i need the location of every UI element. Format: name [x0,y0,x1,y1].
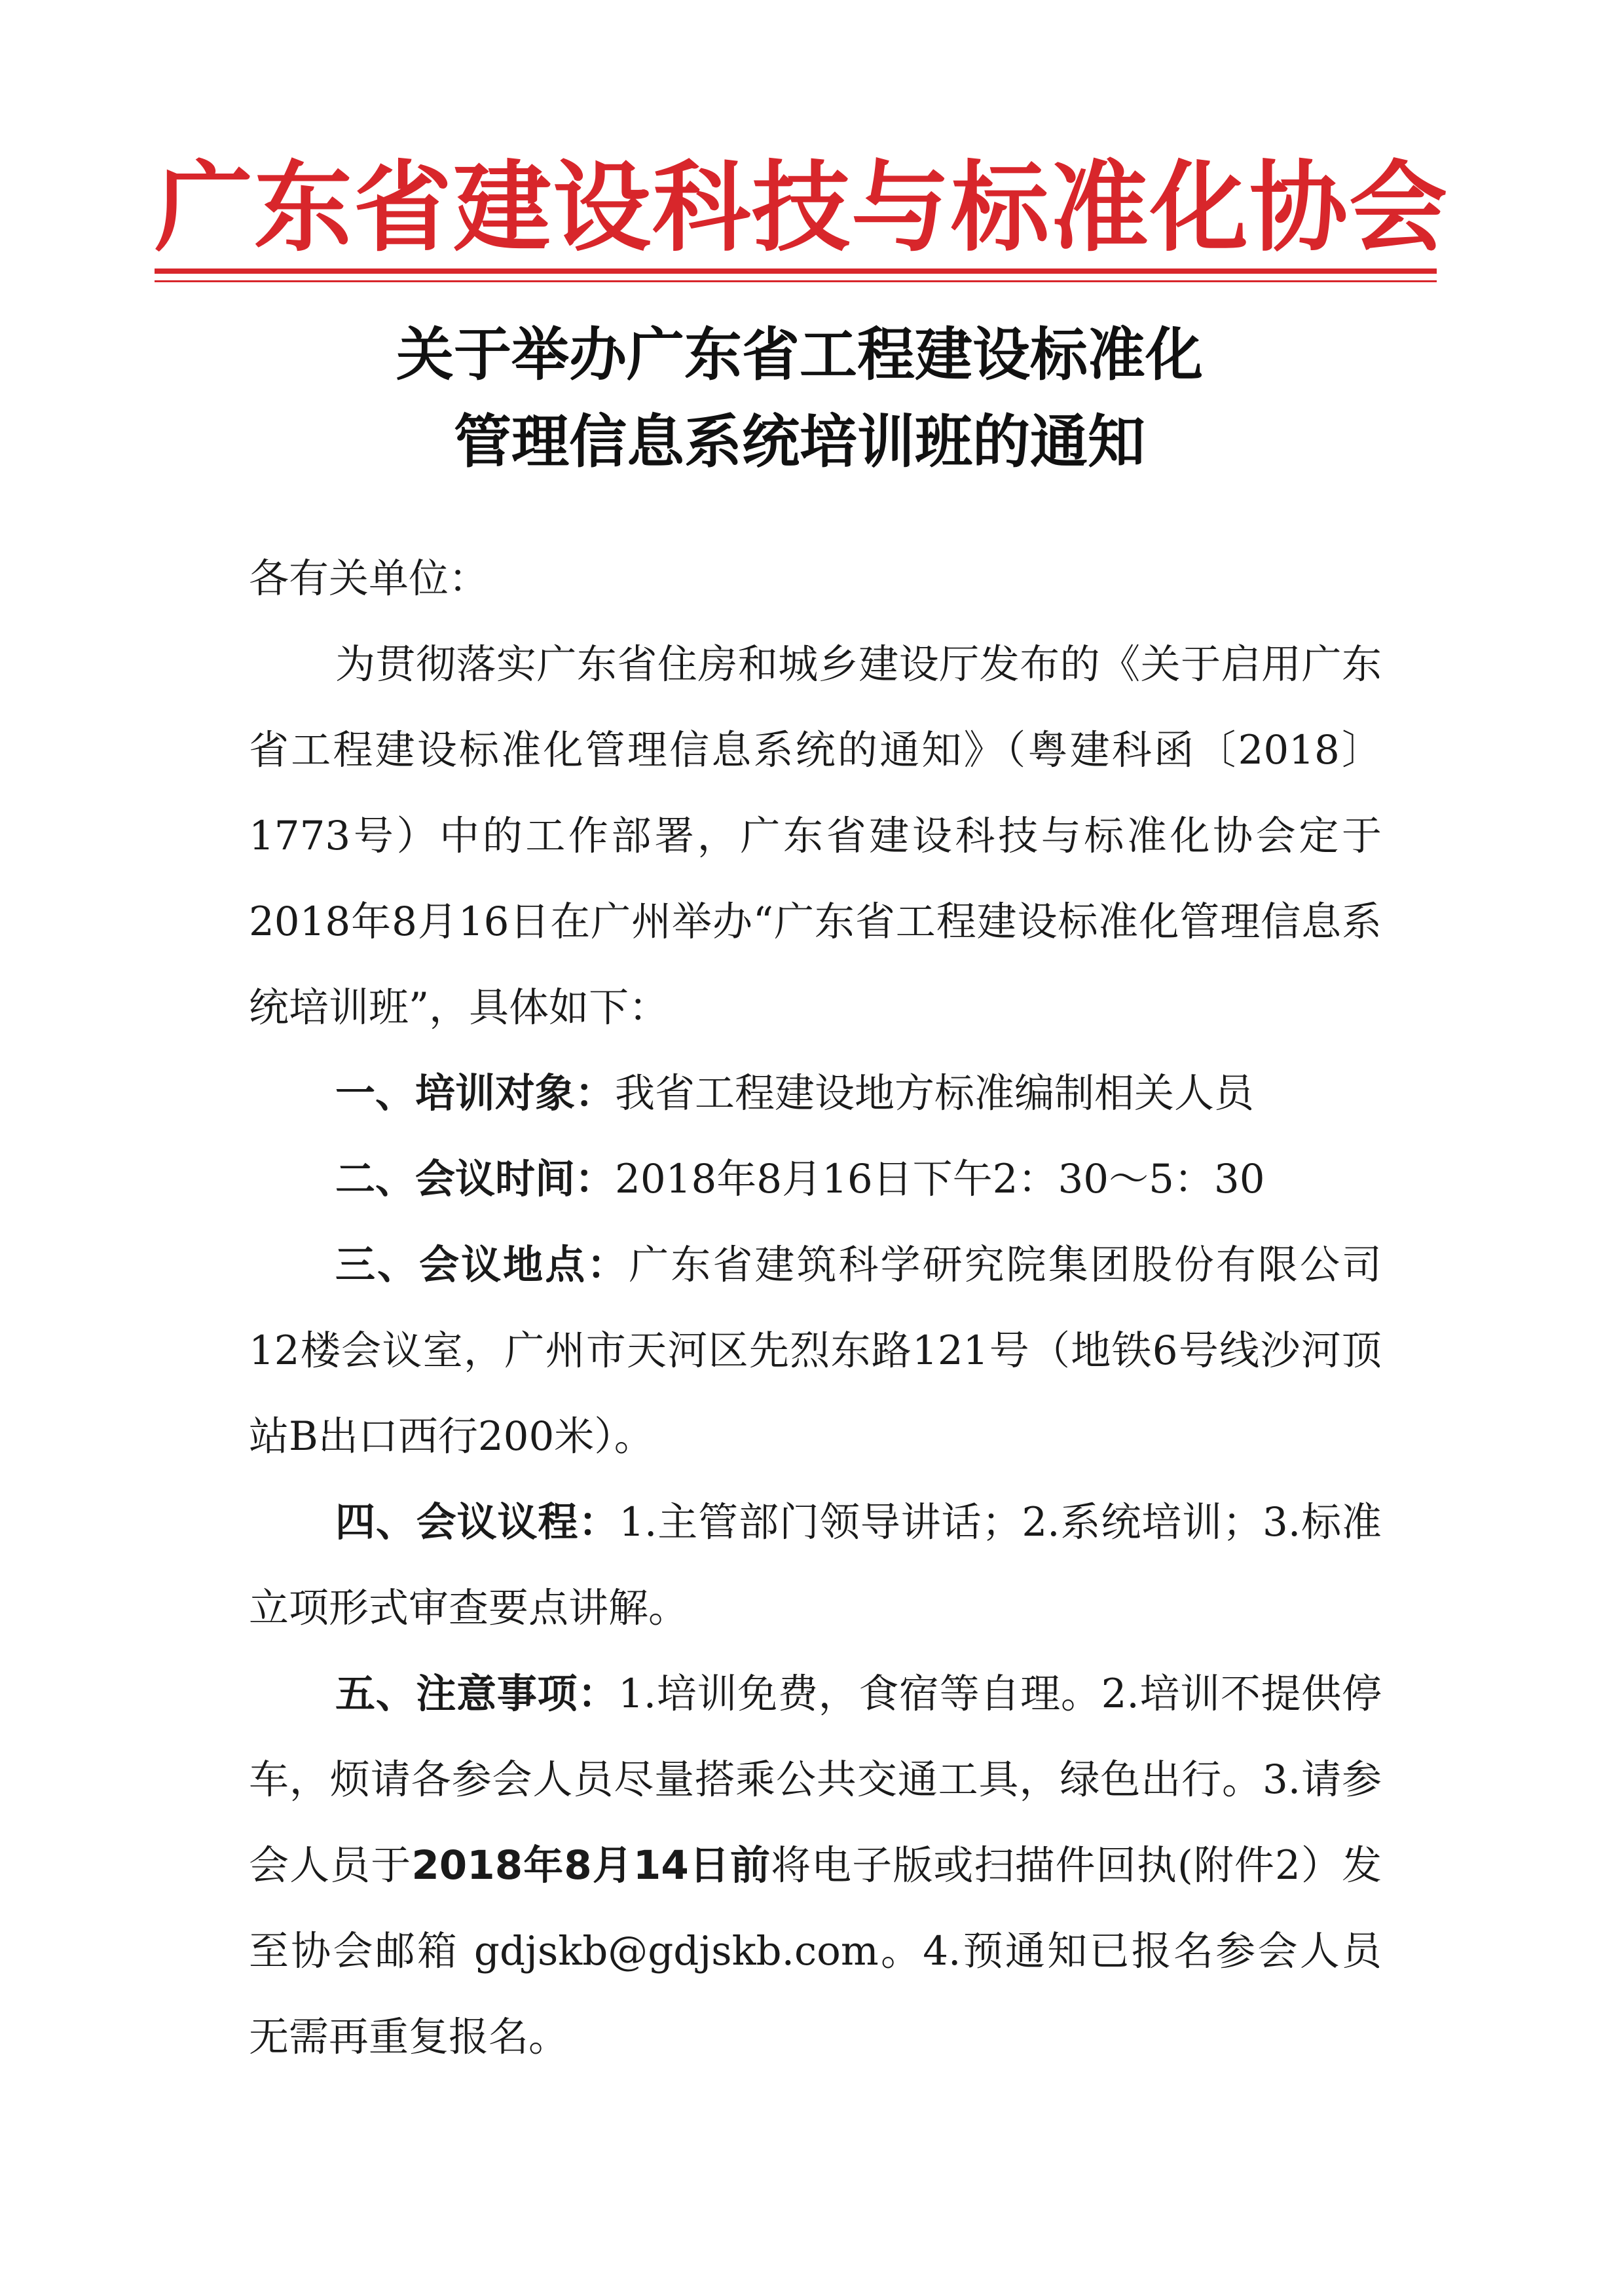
item-heading: 三、会议地点： [335,1242,629,1288]
letterhead-org-name: 广东省建设科技与标准化协会 [155,151,1449,265]
item-training-target [249,1050,1382,1136]
item-heading: 二、会议时间： [335,1156,616,1202]
item-text: 我省工程建设地方标准编制相关人员 [615,1070,1255,1117]
item-text: 1.主管部门领导讲话；2.系统培训；3.标准立项形式审查要点讲解。 [249,1499,1382,1631]
document-title-line-2: 管理信息系统培训班的通知 [453,408,1145,475]
item-heading: 一、培训对象： [335,1070,616,1117]
item-heading: 五、注意事项： [335,1671,618,1717]
item-meeting-time [249,1136,1382,1222]
letterhead-rule-thin [155,280,1437,282]
intro-paragraph: 为贯彻落实广东省住房和城乡建设厅发布的《关于启用广东省工程建设标准化管理信息系统的通知》（粤建科函〔2018〕1773号）中的工作部署，广东省建设科技与标准化协会定于2018年8月16日在广州举办“广东省工程建设标准化管理信息系统培训班”，具体如下： [249,641,1382,1031]
letterhead-rule-thick [155,268,1437,274]
salutation: 各有关单位： [249,555,489,602]
item-text: 1.培训免费，食宿等自理。2.培训不提供停车，烦请各参会人员尽量搭乘公共交通工具，绿色出行。3.请参会人员于 [249,1671,1382,1889]
document-title-line-1: 关于举办广东省工程建设标准化 [396,321,1203,388]
document-body [249,536,1382,2080]
item-heading: 四、会议议程： [335,1499,619,1546]
item-meeting-agenda [249,1479,1382,1651]
item-text: 2018年8月16日下午2：30～5：30 [615,1156,1265,1202]
item-meeting-location [249,1222,1382,1479]
item-text: 广东省建筑科学研究院集团股份有限公司12楼会议室，广州市天河区先烈东路121号（地铁6号线沙河顶站B出口西行200米）。 [249,1242,1382,1460]
deadline-date: 2018年8月14日前 [411,1842,771,1889]
item-text: 将电子版或扫描件回执(附件2）发至协会邮箱 gdjskb@gdjskb.com。4.预通知已报名参会人员无需再重复报名。 [249,1842,1382,2060]
item-notes [249,1651,1382,2080]
